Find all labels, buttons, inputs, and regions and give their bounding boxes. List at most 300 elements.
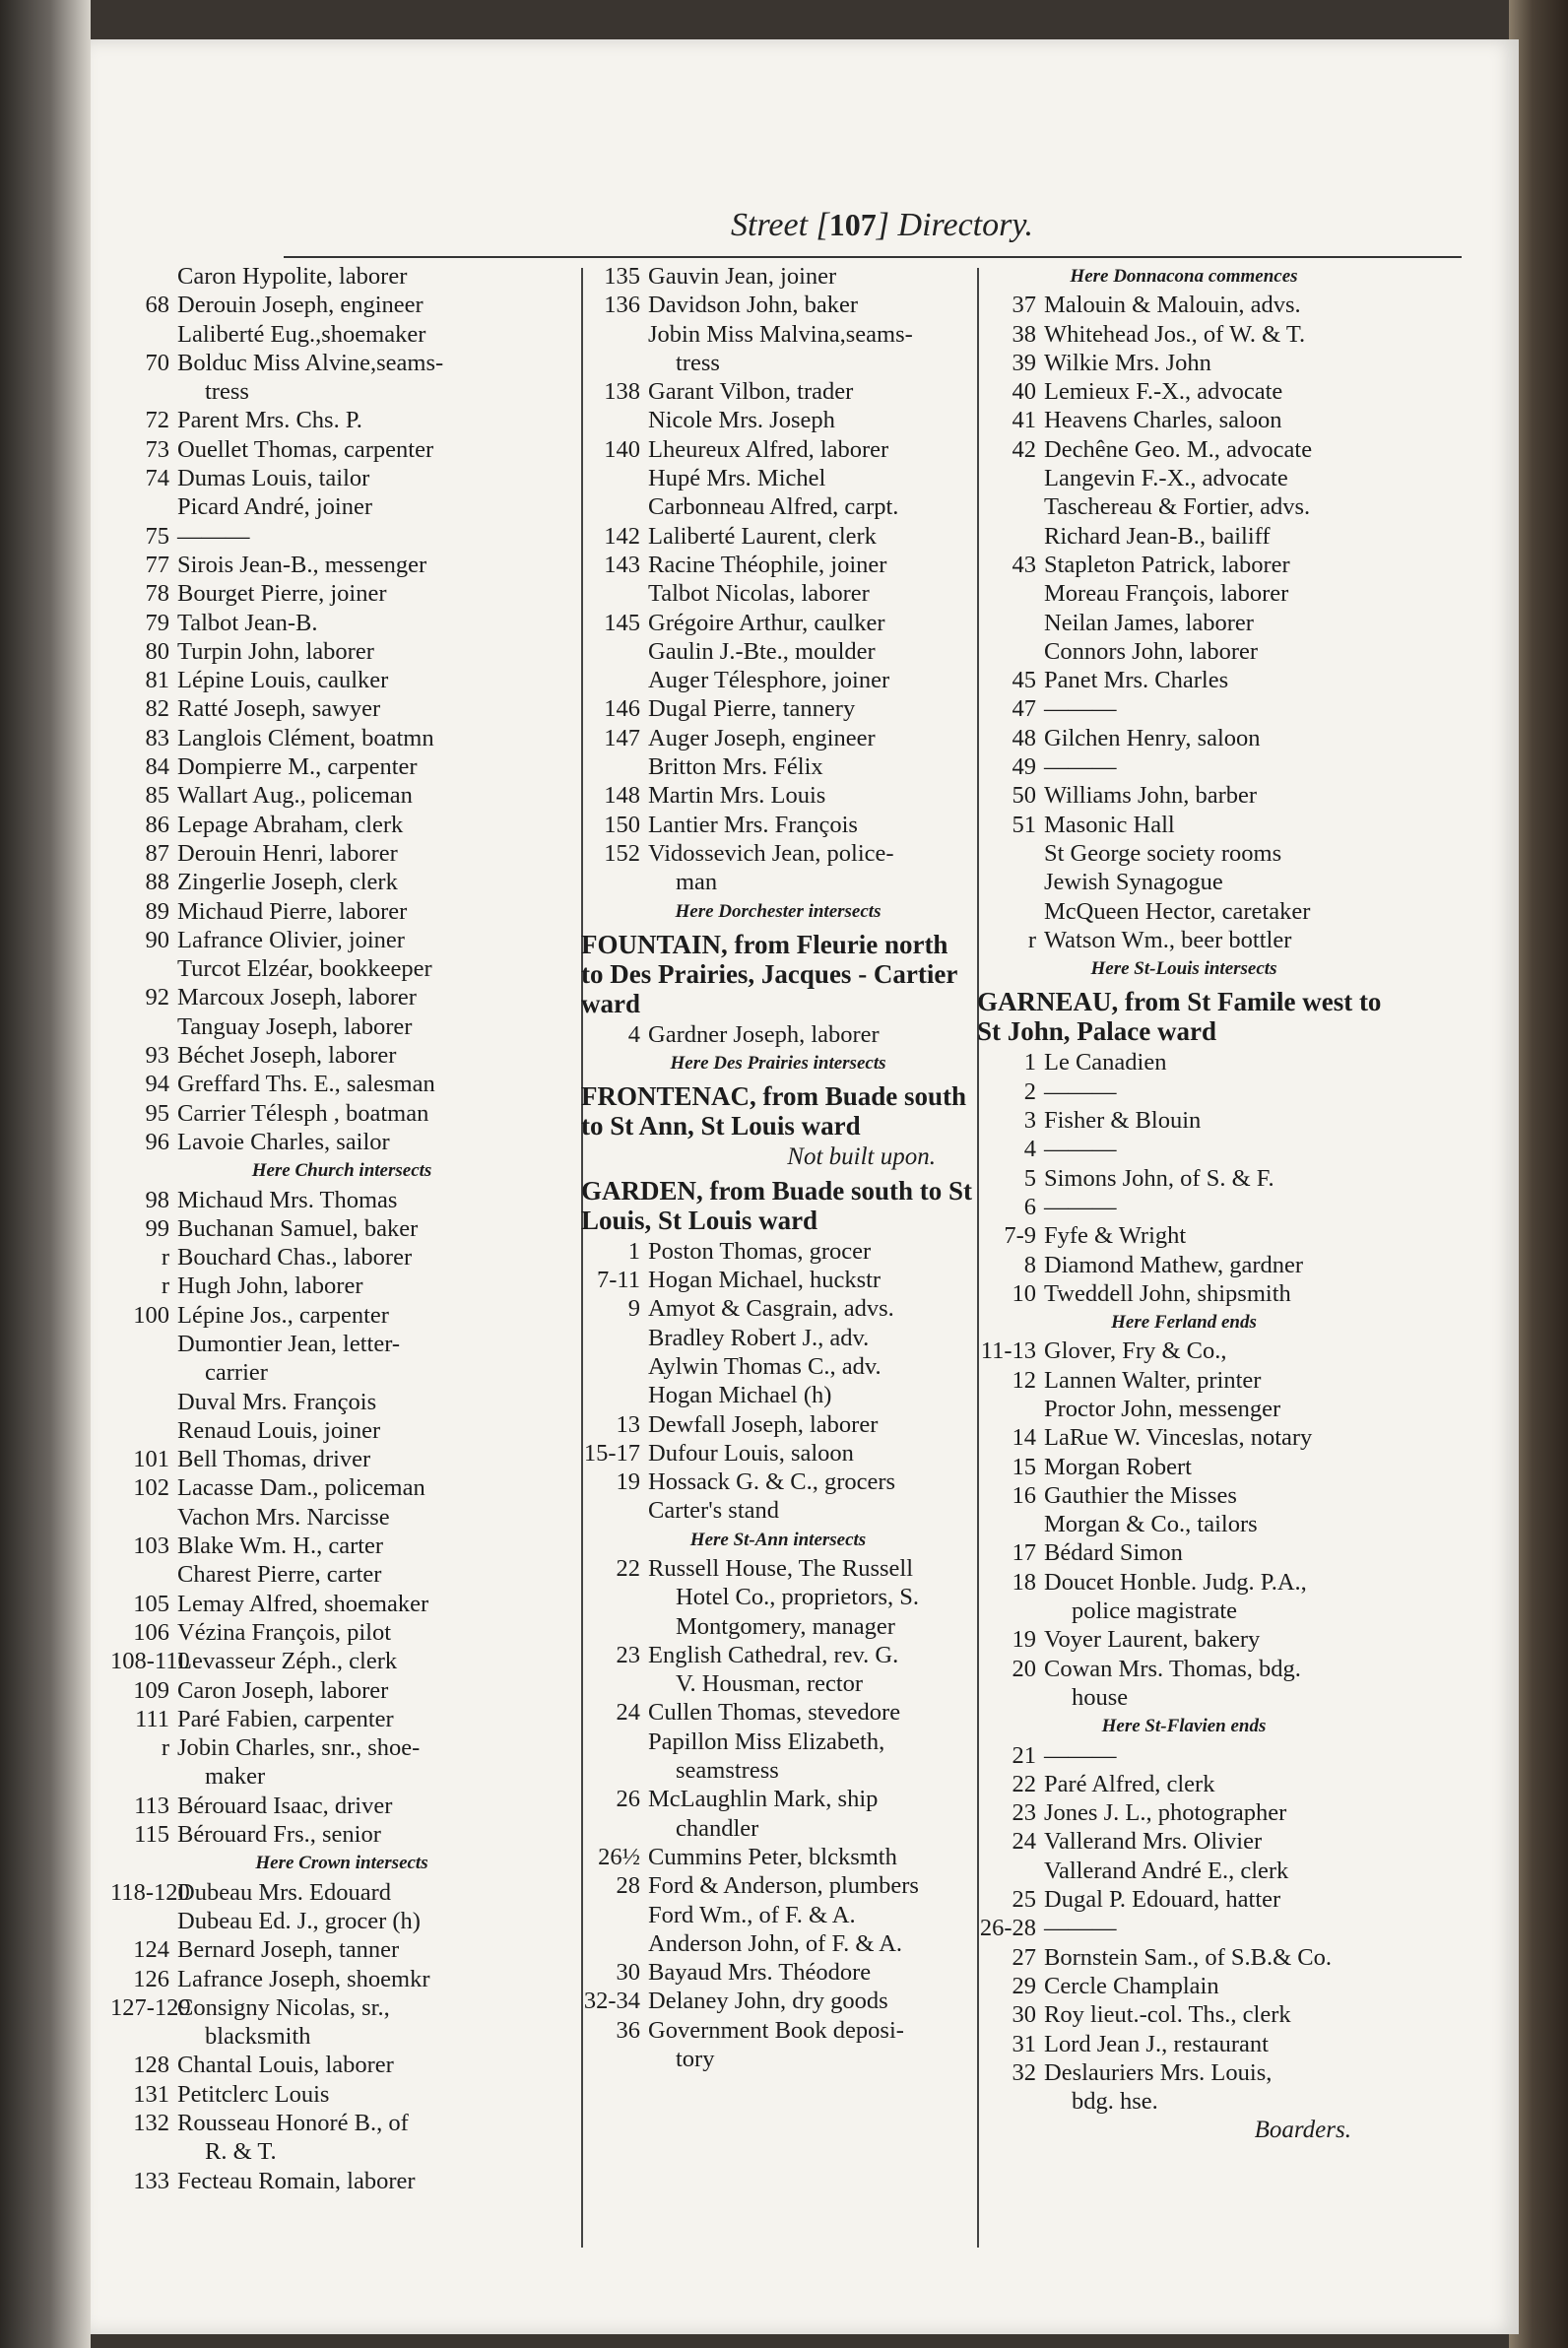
entry-text: Bell Thomas, driver bbox=[177, 1446, 371, 1473]
directory-entry bbox=[581, 1381, 975, 1409]
directory-entry bbox=[110, 1099, 573, 1128]
entry-text: maker bbox=[205, 1763, 266, 1791]
directory-entry bbox=[110, 694, 573, 723]
house-number: 10 bbox=[1012, 1279, 1036, 1307]
house-number: 98 bbox=[145, 1186, 169, 1213]
entry-text: Simons John, of S. & F. bbox=[1044, 1164, 1274, 1192]
entry-text: Dumas Louis, tailor bbox=[177, 465, 370, 492]
entry-text: Lépine Louis, caulker bbox=[177, 667, 389, 694]
directory-entry bbox=[581, 811, 975, 839]
directory-entry bbox=[977, 1914, 1391, 1942]
entry-continuation bbox=[581, 1756, 975, 1785]
entry-text: Delaney John, dry goods bbox=[648, 1988, 888, 2015]
house-number: 96 bbox=[145, 1128, 169, 1155]
entry-text: McQueen Hector, caretaker bbox=[1044, 897, 1311, 925]
entry-continuation bbox=[110, 2022, 573, 2051]
directory-entry bbox=[977, 1366, 1391, 1395]
intersection-note: Here St-Ann intersects bbox=[689, 1529, 867, 1550]
directory-entry bbox=[977, 1337, 1391, 1365]
entry-text: St George society rooms bbox=[1044, 839, 1282, 867]
house-number: 105 bbox=[133, 1590, 169, 1617]
entry-text: Anderson John, of F. & A. bbox=[648, 1929, 903, 1957]
entry-text: Jobin Miss Malvina,seams- bbox=[648, 320, 913, 348]
directory-entry bbox=[977, 1943, 1391, 1972]
entry-text: Parent Mrs. Chs. P. bbox=[177, 407, 362, 434]
entry-text: Talbot Nicolas, laborer bbox=[648, 580, 870, 608]
directory-entry bbox=[977, 2000, 1391, 2029]
entry-text: Tweddell John, shipsmith bbox=[1044, 1279, 1291, 1307]
entry-text: Hotel Co., proprietors, S. bbox=[676, 1584, 920, 1611]
house-number: 84 bbox=[145, 753, 169, 781]
house-number: 37 bbox=[1012, 292, 1036, 319]
directory-entry bbox=[581, 1496, 975, 1525]
entry-text: Laliberté Eug.,shoemaker bbox=[177, 320, 426, 348]
directory-entry bbox=[110, 551, 573, 579]
house-number: 133 bbox=[133, 2167, 169, 2194]
page-header bbox=[731, 207, 1033, 244]
entry-text: Chantal Louis, laborer bbox=[177, 2052, 394, 2079]
directory-entry bbox=[110, 1733, 573, 1762]
house-number: 36 bbox=[616, 2016, 640, 2044]
directory-column-2 bbox=[581, 262, 975, 2073]
directory-entry bbox=[581, 781, 975, 810]
house-number: 43 bbox=[1012, 551, 1036, 578]
house-number: 126 bbox=[133, 1965, 169, 1992]
entry-text: Hogan Michael (h) bbox=[648, 1382, 832, 1409]
directory-entry bbox=[110, 1532, 573, 1560]
house-number: 50 bbox=[1012, 782, 1036, 810]
entry-text: Hogan Michael, huckstr bbox=[648, 1267, 882, 1294]
directory-entry bbox=[110, 1388, 573, 1416]
directory-entry bbox=[110, 1416, 573, 1445]
entry-continuation bbox=[581, 1814, 975, 1843]
house-number: 99 bbox=[145, 1214, 169, 1242]
entry-continuation bbox=[581, 868, 975, 896]
entry-text: Michaud Mrs. Thomas bbox=[177, 1186, 398, 1213]
entry-text: Bédard Simon bbox=[1044, 1539, 1183, 1567]
entry-text: tory bbox=[676, 2046, 715, 2073]
entry-text: Dufour Louis, saloon bbox=[648, 1439, 854, 1467]
house-number: 51 bbox=[1012, 811, 1036, 838]
entry-text: Deslauriers Mrs. Louis, bbox=[1044, 2058, 1273, 2086]
street-heading: GARDEN, from Buade south to St Louis, St Louis ward bbox=[581, 1175, 973, 1235]
directory-entry bbox=[977, 1568, 1391, 1597]
directory-entry bbox=[581, 1901, 975, 1929]
house-number: 7-11 bbox=[597, 1267, 640, 1294]
directory-entry bbox=[110, 464, 573, 492]
entry-text: Marcoux Joseph, laborer bbox=[177, 984, 417, 1011]
directory-entry bbox=[977, 1798, 1391, 1827]
entry-text: Heavens Charles, saloon bbox=[1044, 407, 1282, 434]
house-number: 152 bbox=[604, 839, 640, 867]
entry-text: Carrier Télesph , boatman bbox=[177, 1099, 429, 1127]
entry-text: Paré Fabien, carpenter bbox=[177, 1705, 394, 1732]
entry-text: Jewish Synagogue bbox=[1044, 869, 1223, 896]
entry-continuation bbox=[581, 1583, 975, 1611]
directory-entry bbox=[110, 1820, 573, 1849]
house-number: 138 bbox=[604, 378, 640, 406]
entry-text: Derouin Henri, laborer bbox=[177, 839, 398, 867]
entry-text: Morgan & Co., tailors bbox=[1044, 1511, 1258, 1538]
house-number: 1 bbox=[627, 1237, 640, 1265]
entry-text: police magistrate bbox=[1072, 1598, 1238, 1625]
entry-text: Dechêne Geo. M., advocate bbox=[1044, 435, 1313, 463]
entry-text: Nicole Mrs. Joseph bbox=[648, 407, 835, 434]
house-number: 142 bbox=[604, 522, 640, 550]
house-number: 16 bbox=[1012, 1481, 1036, 1509]
directory-entry bbox=[977, 1770, 1391, 1798]
directory-entry bbox=[110, 1445, 573, 1473]
entry-text: Roy lieut.-col. Ths., clerk bbox=[1044, 2001, 1291, 2029]
entry-text: Lantier Mrs. François bbox=[648, 811, 858, 838]
directory-entry bbox=[581, 1929, 975, 1958]
house-number: 145 bbox=[604, 609, 640, 636]
entry-text: Turpin John, laborer bbox=[177, 637, 374, 665]
directory-entry bbox=[977, 1538, 1391, 1567]
directory-entry bbox=[581, 1698, 975, 1727]
entry-text: Doucet Honble. Judg. P.A., bbox=[1044, 1568, 1307, 1596]
directory-entry bbox=[581, 579, 975, 608]
directory-entry bbox=[110, 1993, 573, 2022]
house-number: 113 bbox=[134, 1792, 169, 1819]
entry-text: Jobin Charles, snr., shoe- bbox=[177, 1734, 421, 1762]
house-number: 92 bbox=[145, 984, 169, 1011]
entry-text: LaRue W. Vinceslas, notary bbox=[1044, 1424, 1313, 1452]
entry-text: house bbox=[1072, 1683, 1129, 1711]
directory-entry bbox=[110, 320, 573, 349]
house-number: 111 bbox=[135, 1705, 169, 1732]
entry-text: Sirois Jean-B., messenger bbox=[177, 551, 427, 578]
house-number: 6 bbox=[1023, 1193, 1036, 1220]
entry-text: Bérouard Frs., senior bbox=[177, 1821, 381, 1849]
house-number: 95 bbox=[145, 1099, 169, 1127]
house-number: 28 bbox=[616, 1872, 640, 1900]
entry-text: Grégoire Arthur, caulker bbox=[648, 609, 885, 636]
house-number: 25 bbox=[1012, 1886, 1036, 1914]
house-number: 146 bbox=[604, 695, 640, 723]
entry-text: Gardner Joseph, laborer bbox=[648, 1020, 880, 1048]
directory-entry bbox=[110, 752, 573, 781]
directory-entry bbox=[977, 349, 1391, 377]
house-number: 41 bbox=[1012, 407, 1036, 434]
directory-entry bbox=[581, 377, 975, 406]
entry-text: Vallerand Mrs. Olivier bbox=[1044, 1828, 1263, 1856]
house-number: 30 bbox=[616, 1959, 640, 1987]
directory-entry bbox=[110, 1243, 573, 1272]
entry-text: Hupé Mrs. Michel bbox=[648, 465, 826, 492]
directory-entry bbox=[110, 1214, 573, 1243]
directory-entry bbox=[110, 262, 573, 291]
entry-text: carrier bbox=[205, 1359, 268, 1387]
house-number: 26-28 bbox=[979, 1915, 1036, 1942]
intersection-note: Here Donnacona commences bbox=[1070, 266, 1298, 287]
entry-text: Panet Mrs. Charles bbox=[1044, 667, 1229, 694]
directory-entry bbox=[977, 1221, 1391, 1250]
directory-entry bbox=[581, 262, 975, 291]
entry-text: Russell House, The Russell bbox=[648, 1554, 914, 1582]
entry-text: ——— bbox=[1044, 753, 1117, 781]
directory-entry bbox=[977, 2058, 1391, 2087]
house-number: 89 bbox=[145, 897, 169, 925]
directory-entry bbox=[977, 435, 1391, 464]
entry-text: Lavoie Charles, sailor bbox=[177, 1128, 390, 1155]
entry-text: Cullen Thomas, stevedore bbox=[648, 1699, 901, 1727]
entry-text: Stapleton Patrick, laborer bbox=[1044, 551, 1290, 578]
directory-entry bbox=[977, 1251, 1391, 1279]
directory-entry bbox=[581, 551, 975, 579]
house-number: 12 bbox=[1012, 1366, 1036, 1394]
entry-continuation bbox=[110, 1762, 573, 1791]
house-number: 135 bbox=[604, 263, 640, 290]
directory-entry bbox=[977, 1279, 1391, 1308]
entry-text: Blake Wm. H., carter bbox=[177, 1533, 384, 1560]
entry-text: Levasseur Zéph., clerk bbox=[177, 1648, 398, 1675]
entry-continuation bbox=[110, 377, 573, 406]
directory-entry bbox=[977, 1510, 1391, 1538]
entry-text: Davidson John, baker bbox=[648, 292, 858, 319]
house-number: 38 bbox=[1012, 320, 1036, 348]
directory-entry bbox=[581, 839, 975, 868]
directory-entry bbox=[977, 320, 1391, 349]
directory-entry bbox=[110, 1473, 573, 1502]
house-number: 143 bbox=[604, 551, 640, 578]
house-number: 23 bbox=[616, 1641, 640, 1668]
directory-entry bbox=[581, 1554, 975, 1583]
house-number: 124 bbox=[133, 1936, 169, 1964]
entry-text: Bourget Pierre, joiner bbox=[177, 580, 387, 608]
entry-text: Vallerand André E., clerk bbox=[1044, 1857, 1289, 1884]
directory-entry bbox=[581, 1324, 975, 1352]
directory-entry bbox=[977, 464, 1391, 492]
directory-entry bbox=[581, 492, 975, 521]
directory-entry bbox=[977, 1885, 1391, 1914]
entry-text: ——— bbox=[1044, 1077, 1117, 1105]
house-number: 78 bbox=[145, 580, 169, 608]
house-number: 148 bbox=[604, 782, 640, 810]
entry-text: Proctor John, messenger bbox=[1044, 1395, 1281, 1422]
directory-entry bbox=[581, 1439, 975, 1468]
house-number: 88 bbox=[145, 869, 169, 896]
house-number: 26½ bbox=[598, 1843, 640, 1870]
directory-entry bbox=[581, 1641, 975, 1669]
entry-text: Lépine Jos., carpenter bbox=[177, 1301, 389, 1329]
entry-text: Vézina François, pilot bbox=[177, 1618, 392, 1646]
house-number: r bbox=[161, 1272, 169, 1300]
entry-continuation bbox=[581, 349, 975, 377]
house-number: 103 bbox=[133, 1533, 169, 1560]
directory-entry bbox=[581, 320, 975, 349]
directory-entry bbox=[110, 1792, 573, 1820]
entry-text: Ratté Joseph, sawyer bbox=[177, 695, 381, 723]
house-number: 9 bbox=[627, 1295, 640, 1323]
entry-text: Racine Théophile, joiner bbox=[648, 551, 887, 578]
header-rule bbox=[284, 256, 1462, 258]
house-number: 21 bbox=[1012, 1741, 1036, 1769]
entry-text: ——— bbox=[1044, 1741, 1117, 1769]
entry-continuation bbox=[581, 1612, 975, 1641]
entry-text: Turcot Elzéar, bookkeeper bbox=[177, 955, 432, 983]
directory-entry bbox=[581, 1020, 975, 1049]
entry-text: Gauthier the Misses bbox=[1044, 1481, 1237, 1509]
entry-text: Gauvin Jean, joiner bbox=[648, 263, 837, 290]
directory-entry bbox=[977, 579, 1391, 608]
entry-text: Glover, Fry & Co., bbox=[1044, 1337, 1227, 1365]
entry-text: Lemieux F.-X., advocate bbox=[1044, 378, 1283, 406]
directory-entry bbox=[110, 2167, 573, 2195]
directory-entry bbox=[110, 954, 573, 983]
house-number: 150 bbox=[604, 811, 640, 838]
entry-text: ——— bbox=[177, 522, 250, 550]
house-number: 22 bbox=[616, 1554, 640, 1582]
house-number: 40 bbox=[1012, 378, 1036, 406]
directory-entry bbox=[110, 1330, 573, 1358]
house-number: 100 bbox=[133, 1301, 169, 1329]
house-number: 18 bbox=[1012, 1568, 1036, 1596]
entry-text: Amyot & Casgrain, advs. bbox=[648, 1295, 894, 1323]
directory-entry bbox=[977, 839, 1391, 868]
directory-entry bbox=[581, 694, 975, 723]
italic-note: Boarders. bbox=[1254, 2117, 1351, 2144]
entry-text: Williams John, barber bbox=[1044, 782, 1258, 810]
entry-text: Lafrance Joseph, shoemkr bbox=[177, 1965, 430, 1992]
house-number: 83 bbox=[145, 724, 169, 751]
directory-entry bbox=[581, 1871, 975, 1900]
directory-entry bbox=[581, 1987, 975, 2015]
directory-entry bbox=[581, 752, 975, 781]
entry-text: Montgomery, manager bbox=[676, 1612, 895, 1640]
entry-text: Tanguay Joseph, laborer bbox=[177, 1012, 413, 1040]
directory-entry bbox=[110, 579, 573, 608]
directory-entry bbox=[110, 897, 573, 926]
directory-entry bbox=[110, 1935, 573, 1964]
directory-entry bbox=[110, 1128, 573, 1156]
directory-entry bbox=[110, 1647, 573, 1675]
house-number: 74 bbox=[145, 465, 169, 492]
intersection-note: Here St-Louis intersects bbox=[1090, 958, 1277, 980]
directory-entry bbox=[977, 1193, 1391, 1221]
house-number: 128 bbox=[133, 2052, 169, 2079]
entry-text: Duval Mrs. François bbox=[177, 1388, 377, 1415]
directory-entry bbox=[110, 1676, 573, 1705]
directory-entry bbox=[977, 522, 1391, 551]
entry-text: Ford & Anderson, plumbers bbox=[648, 1872, 919, 1900]
entry-text: Ford Wm., of F. & A. bbox=[648, 1901, 856, 1928]
house-number: 31 bbox=[1012, 2030, 1036, 2057]
house-number: 73 bbox=[145, 435, 169, 463]
house-number: 108-110 bbox=[110, 1648, 190, 1675]
house-number: 102 bbox=[133, 1474, 169, 1502]
directory-entry bbox=[581, 1237, 975, 1266]
entry-text: Dubeau Ed. J., grocer (h) bbox=[177, 1907, 421, 1934]
entry-text: Dewfall Joseph, laborer bbox=[648, 1410, 879, 1438]
entry-text: Auger Joseph, engineer bbox=[648, 724, 876, 751]
house-number: 30 bbox=[1012, 2001, 1036, 2029]
entry-text: Hossack G. & C., grocers bbox=[648, 1468, 896, 1496]
entry-text: seamstress bbox=[676, 1757, 779, 1785]
house-number: 3 bbox=[1023, 1107, 1036, 1135]
entry-text: Dompierre M., carpenter bbox=[177, 753, 418, 781]
entry-text: Connors John, laborer bbox=[1044, 637, 1259, 665]
directory-entry bbox=[110, 522, 573, 551]
entry-text: Auger Télesphore, joiner bbox=[648, 667, 890, 694]
directory-page bbox=[91, 39, 1519, 2334]
house-number: 49 bbox=[1012, 753, 1036, 781]
entry-text: Renaud Louis, joiner bbox=[177, 1416, 381, 1444]
entry-text: Carbonneau Alfred, carpt. bbox=[648, 493, 899, 521]
house-number: 86 bbox=[145, 811, 169, 838]
entry-text: Cummins Peter, blcksmth bbox=[648, 1843, 897, 1870]
house-number: 75 bbox=[145, 522, 169, 550]
directory-column-1 bbox=[110, 262, 573, 2195]
house-number: 115 bbox=[134, 1821, 169, 1849]
directory-entry bbox=[110, 1907, 573, 1935]
entry-text: Malouin & Malouin, advs. bbox=[1044, 292, 1301, 319]
directory-entry bbox=[581, 1728, 975, 1756]
directory-entry bbox=[581, 522, 975, 551]
entry-text: Dugal Pierre, tannery bbox=[648, 695, 856, 723]
directory-entry bbox=[977, 724, 1391, 752]
directory-entry bbox=[977, 1106, 1391, 1135]
directory-entry bbox=[581, 724, 975, 752]
house-number: 23 bbox=[1012, 1799, 1036, 1827]
entry-text: Fecteau Romain, laborer bbox=[177, 2167, 416, 2194]
entry-text: Ouellet Thomas, carpenter bbox=[177, 435, 434, 463]
house-number: 47 bbox=[1012, 695, 1036, 723]
directory-entry bbox=[110, 2109, 573, 2137]
entry-text: Britton Mrs. Félix bbox=[648, 753, 823, 781]
entry-text: ——— bbox=[1044, 1193, 1117, 1220]
entry-text: Hugh John, laborer bbox=[177, 1272, 363, 1300]
entry-text: man bbox=[676, 869, 718, 896]
entry-text: chandler bbox=[676, 1814, 759, 1842]
directory-entry bbox=[110, 1618, 573, 1647]
directory-entry bbox=[977, 2030, 1391, 2058]
entry-text: Dumontier Jean, letter- bbox=[177, 1330, 401, 1357]
house-number: 109 bbox=[133, 1676, 169, 1704]
house-number: r bbox=[161, 1244, 169, 1272]
directory-entry bbox=[581, 1468, 975, 1496]
entry-text: Papillon Miss Elizabeth, bbox=[648, 1728, 885, 1755]
directory-entry bbox=[110, 2080, 573, 2109]
directory-entry bbox=[977, 377, 1391, 406]
directory-entry bbox=[110, 1503, 573, 1532]
entry-continuation bbox=[977, 1597, 1391, 1625]
directory-entry bbox=[977, 752, 1391, 781]
entry-text: Lannen Walter, printer bbox=[1044, 1366, 1262, 1394]
house-number: 93 bbox=[145, 1042, 169, 1070]
directory-entry bbox=[581, 609, 975, 637]
entry-text: Bolduc Miss Alvine,seams- bbox=[177, 349, 444, 376]
entry-text: Bérouard Isaac, driver bbox=[177, 1792, 393, 1819]
entry-text: Caron Hypolite, laborer bbox=[177, 263, 408, 290]
street-heading: GARNEAU, from St Famile west to St John, Palace ward bbox=[977, 987, 1382, 1047]
directory-entry bbox=[977, 1395, 1391, 1423]
directory-entry bbox=[581, 637, 975, 666]
street-heading: FRONTENAC, from Buade south to St Ann, St Louis ward bbox=[581, 1081, 967, 1141]
directory-entry bbox=[977, 811, 1391, 839]
directory-entry bbox=[110, 724, 573, 752]
entry-text: R. & T. bbox=[205, 2138, 277, 2166]
directory-entry bbox=[977, 1857, 1391, 1885]
header-prefix: Street [ bbox=[731, 207, 829, 243]
entry-text: Richard Jean-B., bailiff bbox=[1044, 522, 1271, 550]
binding-margin bbox=[0, 0, 91, 2348]
directory-entry bbox=[110, 1560, 573, 1589]
directory-entry bbox=[581, 406, 975, 434]
house-number: 24 bbox=[616, 1699, 640, 1727]
entry-text: Lemay Alfred, shoemaker bbox=[177, 1590, 429, 1617]
directory-entry bbox=[977, 1423, 1391, 1452]
